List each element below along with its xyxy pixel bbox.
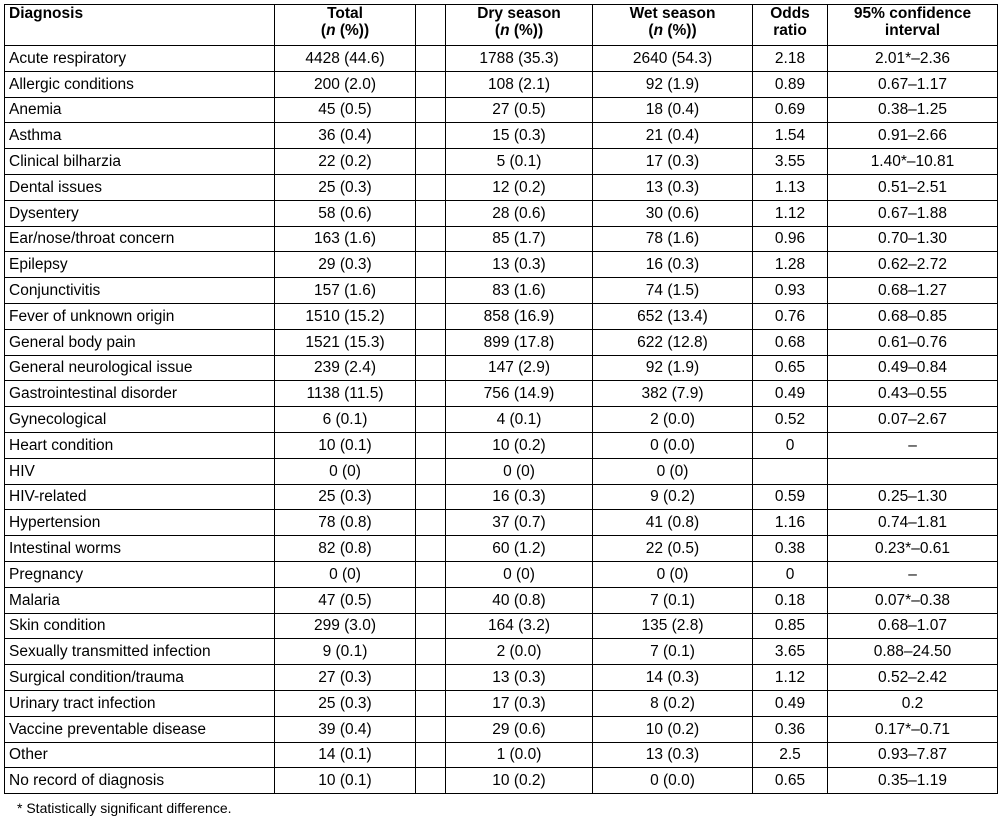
cell-spacer [416,665,446,691]
cell-dry-season: 899 (17.8) [446,329,593,355]
cell-diagnosis: Dysentery [5,200,275,226]
cell-confidence-interval: 0.07–2.67 [828,407,998,433]
cell-odds-ratio: 0.68 [753,329,828,355]
header-dry-n: n [500,22,510,39]
cell-odds-ratio: 2.18 [753,46,828,72]
cell-total: 1521 (15.3) [275,329,416,355]
cell-confidence-interval: 0.68–1.07 [828,613,998,639]
cell-wet-season: 30 (0.6) [593,200,753,226]
cell-total: 78 (0.8) [275,510,416,536]
cell-spacer [416,278,446,304]
cell-dry-season: 37 (0.7) [446,510,593,536]
cell-spacer [416,536,446,562]
cell-odds-ratio: 0 [753,432,828,458]
cell-total: 239 (2.4) [275,355,416,381]
cell-wet-season: 92 (1.9) [593,71,753,97]
table-row [5,432,998,458]
cell-dry-season: 147 (2.9) [446,355,593,381]
cell-total: 14 (0.1) [275,742,416,768]
cell-spacer [416,381,446,407]
cell-total: 25 (0.3) [275,174,416,200]
header-wet-n: n [653,22,664,39]
cell-odds-ratio: 3.55 [753,149,828,175]
cell-spacer [416,355,446,381]
cell-confidence-interval: 0.68–1.27 [828,278,998,304]
cell-total: 0 (0) [275,561,416,587]
cell-confidence-interval: 0.49–0.84 [828,355,998,381]
cell-total: 58 (0.6) [275,200,416,226]
cell-spacer [416,71,446,97]
cell-spacer [416,561,446,587]
cell-odds-ratio: 0.65 [753,768,828,794]
cell-spacer [416,510,446,536]
cell-odds-ratio: 0.36 [753,716,828,742]
cell-total: 27 (0.3) [275,665,416,691]
cell-total: 1138 (11.5) [275,381,416,407]
cell-dry-season: 5 (0.1) [446,149,593,175]
cell-total: 0 (0) [275,458,416,484]
cell-confidence-interval: 0.62–2.72 [828,252,998,278]
cell-confidence-interval: – [828,432,998,458]
cell-wet-season: 0 (0) [593,458,753,484]
table-row [5,613,998,639]
cell-odds-ratio: 0 [753,561,828,587]
header-dry-paren: ( [494,22,501,39]
cell-total: 36 (0.4) [275,123,416,149]
cell-spacer [416,639,446,665]
cell-diagnosis: Epilepsy [5,252,275,278]
cell-diagnosis: Hypertension [5,510,275,536]
table-row [5,123,998,149]
cell-total: 47 (0.5) [275,587,416,613]
cell-diagnosis: Acute respiratory [5,46,275,72]
cell-wet-season: 9 (0.2) [593,484,753,510]
cell-total: 4428 (44.6) [275,46,416,72]
cell-total: 157 (1.6) [275,278,416,304]
cell-dry-season: 17 (0.3) [446,690,593,716]
cell-spacer [416,329,446,355]
header-odds-line1: Odds [770,5,810,22]
table-row [5,226,998,252]
header-confidence-interval [828,5,998,46]
cell-odds-ratio: 0.85 [753,613,828,639]
header-odds-line2: ratio [773,22,807,39]
table-row [5,46,998,72]
cell-dry-season: 16 (0.3) [446,484,593,510]
cell-dry-season: 108 (2.1) [446,71,593,97]
table-row [5,252,998,278]
table-row [5,639,998,665]
cell-confidence-interval: 0.38–1.25 [828,97,998,123]
cell-dry-season: 40 (0.8) [446,587,593,613]
cell-total: 29 (0.3) [275,252,416,278]
cell-confidence-interval: 0.35–1.19 [828,768,998,794]
cell-odds-ratio: 0.96 [753,226,828,252]
footnote: * Statistically significant difference. [17,800,232,816]
header-row [5,5,998,46]
cell-spacer [416,97,446,123]
header-wet [593,5,753,46]
cell-wet-season: 10 (0.2) [593,716,753,742]
cell-dry-season: 164 (3.2) [446,613,593,639]
cell-odds-ratio: 1.16 [753,510,828,536]
table-row [5,407,998,433]
cell-confidence-interval: 0.43–0.55 [828,381,998,407]
cell-wet-season: 135 (2.8) [593,613,753,639]
table-row [5,278,998,304]
cell-spacer [416,458,446,484]
cell-diagnosis: Heart condition [5,432,275,458]
header-total-n: n [326,22,336,39]
cell-odds-ratio: 0.49 [753,381,828,407]
cell-total: 82 (0.8) [275,536,416,562]
cell-confidence-interval: 0.68–0.85 [828,303,998,329]
cell-spacer [416,742,446,768]
cell-total: 25 (0.3) [275,690,416,716]
cell-odds-ratio: 0.69 [753,97,828,123]
cell-wet-season: 92 (1.9) [593,355,753,381]
cell-confidence-interval: 0.93–7.87 [828,742,998,768]
cell-dry-season: 60 (1.2) [446,536,593,562]
cell-spacer [416,484,446,510]
cell-wet-season: 7 (0.1) [593,639,753,665]
cell-dry-season: 0 (0) [446,458,593,484]
cell-dry-season: 4 (0.1) [446,407,593,433]
table-row [5,303,998,329]
cell-dry-season: 0 (0) [446,561,593,587]
cell-wet-season: 18 (0.4) [593,97,753,123]
cell-wet-season: 41 (0.8) [593,510,753,536]
header-total-label: Total [327,5,363,22]
header-total-paren: ( [320,22,327,39]
table-row [5,742,998,768]
cell-total: 6 (0.1) [275,407,416,433]
cell-spacer [416,200,446,226]
cell-spacer [416,407,446,433]
cell-diagnosis: Ear/nose/throat concern [5,226,275,252]
cell-confidence-interval: 2.01*–2.36 [828,46,998,72]
cell-dry-season: 85 (1.7) [446,226,593,252]
cell-confidence-interval: 0.61–0.76 [828,329,998,355]
cell-diagnosis: Surgical condition/trauma [5,665,275,691]
table-row [5,329,998,355]
cell-odds-ratio: 0.59 [753,484,828,510]
table-row [5,149,998,175]
cell-dry-season: 27 (0.5) [446,97,593,123]
cell-spacer [416,123,446,149]
table-row [5,665,998,691]
table-row [5,716,998,742]
cell-odds-ratio [753,458,828,484]
header-spacer [416,5,446,46]
cell-confidence-interval: 0.52–2.42 [828,665,998,691]
cell-confidence-interval: 0.51–2.51 [828,174,998,200]
cell-spacer [416,252,446,278]
cell-confidence-interval: 0.67–1.17 [828,71,998,97]
cell-spacer [416,432,446,458]
cell-wet-season: 2640 (54.3) [593,46,753,72]
cell-wet-season: 13 (0.3) [593,742,753,768]
cell-diagnosis: General body pain [5,329,275,355]
cell-odds-ratio: 1.12 [753,200,828,226]
cell-total: 22 (0.2) [275,149,416,175]
cell-diagnosis: Skin condition [5,613,275,639]
cell-wet-season: 16 (0.3) [593,252,753,278]
cell-odds-ratio: 0.93 [753,278,828,304]
cell-confidence-interval: 0.25–1.30 [828,484,998,510]
cell-wet-season: 382 (7.9) [593,381,753,407]
cell-dry-season: 10 (0.2) [446,768,593,794]
table-row [5,174,998,200]
cell-total: 25 (0.3) [275,484,416,510]
table-row [5,484,998,510]
cell-wet-season: 13 (0.3) [593,174,753,200]
header-wet-label: Wet season [629,5,716,22]
cell-diagnosis: Fever of unknown origin [5,303,275,329]
cell-diagnosis: Dental issues [5,174,275,200]
cell-wet-season: 21 (0.4) [593,123,753,149]
header-dry-pct: (%)) [509,22,544,39]
table-row [5,97,998,123]
header-ci-line1: 95% confidence [853,5,972,22]
cell-wet-season: 0 (0.0) [593,432,753,458]
cell-diagnosis: Other [5,742,275,768]
cell-total: 10 (0.1) [275,432,416,458]
cell-odds-ratio: 0.38 [753,536,828,562]
cell-spacer [416,303,446,329]
cell-odds-ratio: 3.65 [753,639,828,665]
cell-dry-season: 12 (0.2) [446,174,593,200]
cell-diagnosis: Gastrointestinal disorder [5,381,275,407]
cell-odds-ratio: 0.89 [753,71,828,97]
cell-confidence-interval: 0.23*–0.61 [828,536,998,562]
cell-odds-ratio: 0.76 [753,303,828,329]
cell-wet-season: 0 (0.0) [593,768,753,794]
cell-diagnosis: No record of diagnosis [5,768,275,794]
cell-wet-season: 0 (0) [593,561,753,587]
header-ci-line2: interval [884,22,941,39]
cell-dry-season: 10 (0.2) [446,432,593,458]
cell-wet-season: 622 (12.8) [593,329,753,355]
cell-dry-season: 15 (0.3) [446,123,593,149]
cell-total: 10 (0.1) [275,768,416,794]
cell-dry-season: 13 (0.3) [446,665,593,691]
cell-wet-season: 2 (0.0) [593,407,753,433]
cell-wet-season: 14 (0.3) [593,665,753,691]
cell-wet-season: 652 (13.4) [593,303,753,329]
cell-total: 299 (3.0) [275,613,416,639]
cell-confidence-interval: 0.2 [828,690,998,716]
cell-dry-season: 1 (0.0) [446,742,593,768]
header-total-pct: (%)) [335,22,370,39]
cell-diagnosis: Allergic conditions [5,71,275,97]
table-row [5,510,998,536]
cell-spacer [416,174,446,200]
header-wet-pct: (%)) [663,22,697,39]
cell-wet-season: 22 (0.5) [593,536,753,562]
cell-spacer [416,716,446,742]
cell-spacer [416,690,446,716]
table-row [5,536,998,562]
cell-confidence-interval: – [828,561,998,587]
cell-dry-season: 29 (0.6) [446,716,593,742]
cell-wet-season: 17 (0.3) [593,149,753,175]
cell-diagnosis: Malaria [5,587,275,613]
cell-confidence-interval: 0.91–2.66 [828,123,998,149]
header-dry-label: Dry season [477,5,561,22]
cell-wet-season: 74 (1.5) [593,278,753,304]
cell-diagnosis: Urinary tract infection [5,690,275,716]
cell-spacer [416,613,446,639]
cell-spacer [416,226,446,252]
cell-total: 163 (1.6) [275,226,416,252]
cell-total: 39 (0.4) [275,716,416,742]
cell-confidence-interval: 1.40*–10.81 [828,149,998,175]
cell-diagnosis: Asthma [5,123,275,149]
table-row [5,690,998,716]
cell-confidence-interval: 0.07*–0.38 [828,587,998,613]
cell-odds-ratio: 2.5 [753,742,828,768]
cell-dry-season: 1788 (35.3) [446,46,593,72]
cell-spacer [416,149,446,175]
cell-diagnosis: Conjunctivitis [5,278,275,304]
table-container [4,4,998,794]
cell-diagnosis: General neurological issue [5,355,275,381]
cell-dry-season: 756 (14.9) [446,381,593,407]
table-row [5,561,998,587]
cell-odds-ratio: 0.49 [753,690,828,716]
cell-confidence-interval: 0.88–24.50 [828,639,998,665]
cell-total: 1510 (15.2) [275,303,416,329]
cell-odds-ratio: 1.28 [753,252,828,278]
cell-odds-ratio: 0.18 [753,587,828,613]
cell-confidence-interval: 0.74–1.81 [828,510,998,536]
cell-dry-season: 83 (1.6) [446,278,593,304]
table-row [5,768,998,794]
diagnosis-table [4,4,998,794]
cell-confidence-interval [828,458,998,484]
table-row [5,381,998,407]
cell-diagnosis: Clinical bilharzia [5,149,275,175]
cell-diagnosis: Pregnancy [5,561,275,587]
cell-wet-season: 7 (0.1) [593,587,753,613]
cell-odds-ratio: 1.12 [753,665,828,691]
table-row [5,200,998,226]
cell-diagnosis: HIV-related [5,484,275,510]
cell-diagnosis: Sexually transmitted infection [5,639,275,665]
cell-total: 9 (0.1) [275,639,416,665]
header-total [275,5,416,46]
cell-confidence-interval: 0.17*–0.71 [828,716,998,742]
cell-wet-season: 78 (1.6) [593,226,753,252]
header-odds-ratio [753,5,828,46]
cell-confidence-interval: 0.70–1.30 [828,226,998,252]
header-wet-paren: ( [648,22,654,39]
cell-dry-season: 858 (16.9) [446,303,593,329]
cell-odds-ratio: 0.52 [753,407,828,433]
table-row [5,458,998,484]
cell-total: 45 (0.5) [275,97,416,123]
cell-dry-season: 28 (0.6) [446,200,593,226]
cell-diagnosis: Gynecological [5,407,275,433]
table-row [5,587,998,613]
cell-odds-ratio: 0.65 [753,355,828,381]
cell-total: 200 (2.0) [275,71,416,97]
cell-diagnosis: Anemia [5,97,275,123]
cell-dry-season: 2 (0.0) [446,639,593,665]
cell-odds-ratio: 1.54 [753,123,828,149]
cell-wet-season: 8 (0.2) [593,690,753,716]
cell-diagnosis: Vaccine preventable disease [5,716,275,742]
table-body [5,46,998,794]
table-row [5,355,998,381]
header-diagnosis: Diagnosis [5,5,275,46]
cell-diagnosis: HIV [5,458,275,484]
cell-confidence-interval: 0.67–1.88 [828,200,998,226]
cell-spacer [416,587,446,613]
table-row [5,71,998,97]
cell-diagnosis: Intestinal worms [5,536,275,562]
cell-spacer [416,768,446,794]
cell-spacer [416,46,446,72]
cell-odds-ratio: 1.13 [753,174,828,200]
header-dry [446,5,593,46]
cell-dry-season: 13 (0.3) [446,252,593,278]
